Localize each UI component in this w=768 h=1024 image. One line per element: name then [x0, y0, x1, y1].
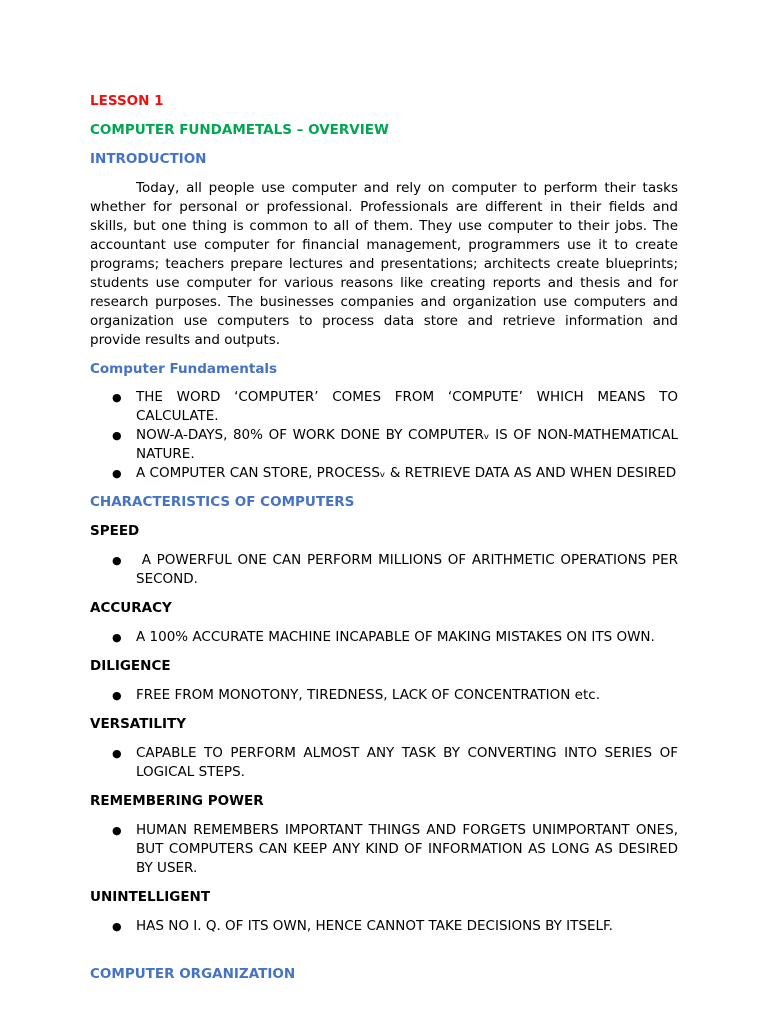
list-item: ● HUMAN REMEMBERS IMPORTANT THINGS AND FORGETS UNIMPORTANT ONES, BUT COMPUTERS CAN KEEP ANY KIND OF INFORMATION AS LONG AS DESIRED BY USER.: [112, 822, 678, 876]
lesson-label: LESSON 1: [90, 93, 164, 109]
fundamentals-list: [90, 388, 678, 483]
list-item: ● A 100% ACCURATE MACHINE INCAPABLE OF MAKING MISTAKES ON ITS OWN.: [112, 629, 655, 645]
list-item: ● THE WORD ‘COMPUTER’ COMES FROM ‘COMPUTE’ WHICH MEANS TO CALCULATE.: [112, 389, 678, 424]
characteristics-heading: CHARACTERISTICS OF COMPUTERS: [90, 494, 355, 510]
versatility-heading: VERSATILITY: [90, 716, 187, 732]
list-item: ● CAPABLE TO PERFORM ALMOST ANY TASK BY CONVERTING INTO SERIES OF LOGICAL STEPS.: [112, 745, 678, 780]
introduction-paragraph: Today, all people use computer and rely on computer to perform their tasks whether for personal or professional. Professionals are different in their fields and skills, but one thing is common to all of them. They use computer to their jobs. The accountant use computer for financial management, programmers use it to create programs; teachers prepare lectures and presentations; architects create blueprints; students use computer for various reasons like creating reports and thesis and for research purposes. The businesses companies and organization use computers and organization use computers to process data store and retrieve information and provide results and outputs.: [90, 180, 678, 348]
speed-list: [90, 551, 683, 589]
list-item: ● FREE FROM MONOTONY, TIREDNESS, LACK OF CONCENTRATION etc.: [112, 687, 600, 703]
bullet-icon: ●: [112, 429, 122, 442]
computer-fundamentals-heading: Computer Fundamentals: [90, 361, 278, 377]
bullet-icon: ●: [112, 920, 122, 933]
bullet-icon: ●: [112, 689, 122, 702]
bullet-icon: ●: [112, 467, 122, 480]
remembering-list: [90, 821, 678, 878]
bullet-icon: ●: [112, 631, 122, 644]
document-page: [90, 91, 683, 984]
remembering-power-heading: REMEMBERING POWER: [90, 793, 264, 809]
unintelligent-heading: UNINTELLIGENT: [90, 889, 211, 905]
list-item: ● A POWERFUL ONE CAN PERFORM MILLIONS OF ARITHMETIC OPERATIONS PER SECOND.: [112, 552, 683, 587]
accuracy-heading: ACCURACY: [90, 600, 172, 616]
diligence-heading: DILIGENCE: [90, 658, 171, 674]
speed-heading: SPEED: [90, 523, 140, 539]
document-title: COMPUTER FUNDAMETALS – OVERVIEW: [90, 122, 389, 138]
accuracy-list: [90, 628, 678, 647]
computer-organization-heading: COMPUTER ORGANIZATION: [90, 966, 296, 982]
diligence-list: [90, 686, 678, 705]
bullet-icon: ●: [112, 824, 122, 837]
bullet-icon: ●: [112, 391, 122, 404]
list-item: ● NOW-A-DAYS, 80% OF WORK DONE BY COMPUTERᵥ IS OF NON-MATHEMATICAL NATURE.: [112, 427, 678, 462]
bullet-icon: ●: [112, 747, 122, 760]
list-item: ● HAS NO I. Q. OF ITS OWN, HENCE CANNOT TAKE DECISIONS BY ITSELF.: [112, 918, 613, 934]
versatility-list: [90, 744, 678, 782]
list-item: ● A COMPUTER CAN STORE, PROCESSᵥ & RETRIEVE DATA AS AND WHEN DESIRED: [112, 465, 677, 481]
introduction-heading: INTRODUCTION: [90, 151, 207, 167]
unintelligent-list: [90, 917, 678, 936]
bullet-icon: ●: [112, 554, 122, 567]
